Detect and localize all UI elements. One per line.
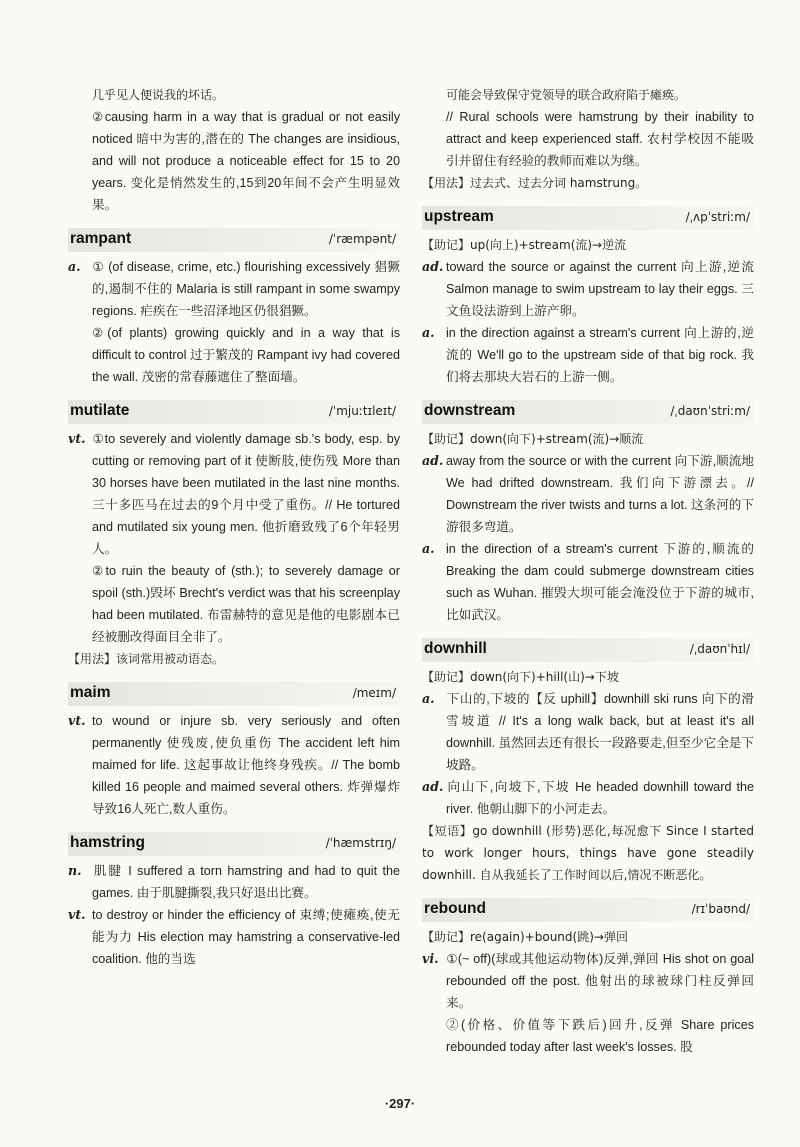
continued-text: 可能会导致保守党领导的联合政府陷于瘫痪。 xyxy=(446,88,687,102)
continued-text: 几乎见人便说我的坏话。 xyxy=(92,88,225,102)
usage-note: 【用法】该词常用被动语态。 xyxy=(68,652,225,666)
pronunciation: /ˈræmpənt/ xyxy=(328,232,396,246)
headword: downhill xyxy=(424,640,487,657)
headword: rampant xyxy=(70,230,132,247)
mnemonic-note: 【助记】down(向下)+stream(流)→顺流 xyxy=(422,432,644,446)
definition-line: ad. toward the source or against the current 向上游,逆流 Salmon manage to swim upstream to lay their eggs. 三文鱼设法游到上游产卵。 xyxy=(422,259,754,318)
entry-header-rebound xyxy=(422,898,754,922)
mnemonic-note: 【助记】re(again)+bound(跳)→弹回 xyxy=(422,930,628,944)
headword: downstream xyxy=(424,402,516,419)
entry-header-downhill xyxy=(422,638,754,662)
definition-line: ②to ruin the beauty of (sth.); to severely damage or spoil (sth.)毁坏 Brecht's verdict was that his screenplay had been mutilated. 布雷赫特的意见是他的电影剧本已经被删改得面目全非了。 xyxy=(92,564,400,644)
definition-line: a. in the direction of a stream's current 下游的,顺流的 Breaking the dam could submerge downstream cities such as Wuhan. 摧毁大坝可能会淹没位于下游的城市,比如武汉。 xyxy=(422,541,754,622)
mnemonic-note: 【助记】down(向下)+hill(山)→下坡 xyxy=(422,670,619,684)
pronunciation: /ˌʌpˈstriːm/ xyxy=(685,210,750,224)
usage-note: 【用法】过去式、过去分词 hamstrung。 xyxy=(422,176,648,190)
pronunciation: /ˈhæmstrɪŋ/ xyxy=(325,836,396,850)
definition-line: a. ① (of disease, crime, etc.) flourishing excessively 猖獗的,遏制不住的 Malaria is still rampant in some swampy regions. 疟疾在一些沼泽地区仍很猖獗。 xyxy=(68,259,400,318)
definition-line: ad. 向山下,向坡下,下坡 He headed downhill toward the river. 他朝山脚下的小河走去。 xyxy=(422,779,754,816)
pronunciation: /meɪm/ xyxy=(352,686,396,700)
headword: upstream xyxy=(424,208,494,225)
headword: mutilate xyxy=(70,402,130,419)
definition-line: a. in the direction against a stream's current 向上游的,逆流的 We'll go to the upstream side of that big rock. 我们将去那块大岩石的上游一侧。 xyxy=(422,325,754,384)
definition-line: vi. ①(~ off)(球或其他运动物体)反弹,弹回 His shot on goal rebounded off the post. 他射出的球被球门柱反弹回来。 xyxy=(422,951,754,1010)
definition-line: ②(价格、价值等下跌后)回升,反弹 Share prices rebounded today after last week's losses. 股 xyxy=(446,1018,754,1054)
headword: maim xyxy=(70,684,111,701)
definition-line: ad. away from the source or with the current 向下游,顺流地 We had drifted downstream. 我们向下游漂去。// Downstream the river twists and turns a lot. 这条河的下游很多弯道。 xyxy=(422,453,754,534)
definition-line: ②(of plants) growing quickly and in a way that is difficult to control 过于繁茂的 Rampant ivy had covered the wall. 茂密的常春藤遮住了整面墙。 xyxy=(92,326,400,384)
definition-line: a. 下山的,下坡的【反 uphill】downhill ski runs 向下的滑雪坡道 // It's a long walk back, but at least it's all downhill. 虽然回去还有很长一段路要走,但至少它全是下坡路。 xyxy=(422,691,754,772)
definition-line: vt. to wound or injure sb. very seriously and often permanently 使残废,使负重伤 The accident left him maimed for life. 这起事故让他终身残疾。// The bomb killed 16 people and maimed several others. 炸弹爆炸导致16人死亡,数人重伤。 xyxy=(68,713,400,816)
headword: rebound xyxy=(424,900,486,917)
pronunciation: /ˌdaʊnˈstriːm/ xyxy=(670,404,750,418)
left-column xyxy=(68,84,400,970)
entry-header-downstream xyxy=(422,400,754,424)
definition-line: vt. ①to severely and violently damage sb.'s body, esp. by cutting or removing part of it 使断肢,使伤残 More than 30 horses have been mutilated in the last nine months. 三十多匹马在过去的9个月中受了重伤。// He tortured and mutilated six young men. 他折磨致残了6个年轻男人。 xyxy=(68,431,400,556)
definition-line: vt. to destroy or hinder the efficiency of 束缚;使瘫痪,使无能为力 His election may hamstring a conservative-led coalition. 他的当选 xyxy=(68,907,400,966)
entry-header-hamstring xyxy=(68,832,400,856)
mnemonic-note: 【助记】up(向上)+stream(流)→逆流 xyxy=(422,238,627,252)
pronunciation: /ˈmjuːtɪleɪt/ xyxy=(328,404,396,418)
entry-header-rampant xyxy=(68,228,400,252)
entry-header-upstream xyxy=(422,206,754,230)
example-text: // Rural schools were hamstrung by their inability to attract and keep experienced staff. 农村学校因不能吸引并留住有经验的教师而难以为继。 xyxy=(446,110,754,168)
headword: hamstring xyxy=(70,834,145,851)
entry-header-maim xyxy=(68,682,400,706)
sense-text: ②causing harm in a way that is gradual or not easily noticed 暗中为害的,潜在的 The changes are insidious, and will not produce a noticeable effect for 15 to 20 years. 变化是悄然发生的,15到20年间不会产生明显效果。 xyxy=(92,110,400,212)
phrase-note: 【短语】go downhill (形势)恶化,每况愈下 Since I started to work longer hours, things have gone steadily downhill. 自从我延长了工作时间以后,情况不断恶化。 xyxy=(422,824,754,882)
page-number: ·297· xyxy=(384,1096,416,1111)
entry-header-mutilate xyxy=(68,400,400,424)
right-column xyxy=(422,84,754,1058)
definition-line: n. 肌腱 I suffered a torn hamstring and had to quit the games. 由于肌腱撕裂,我只好退出比赛。 xyxy=(68,863,400,900)
pronunciation: /ˌdaʊnˈhɪl/ xyxy=(689,642,750,656)
pronunciation: /rɪˈbaʊnd/ xyxy=(691,902,750,916)
